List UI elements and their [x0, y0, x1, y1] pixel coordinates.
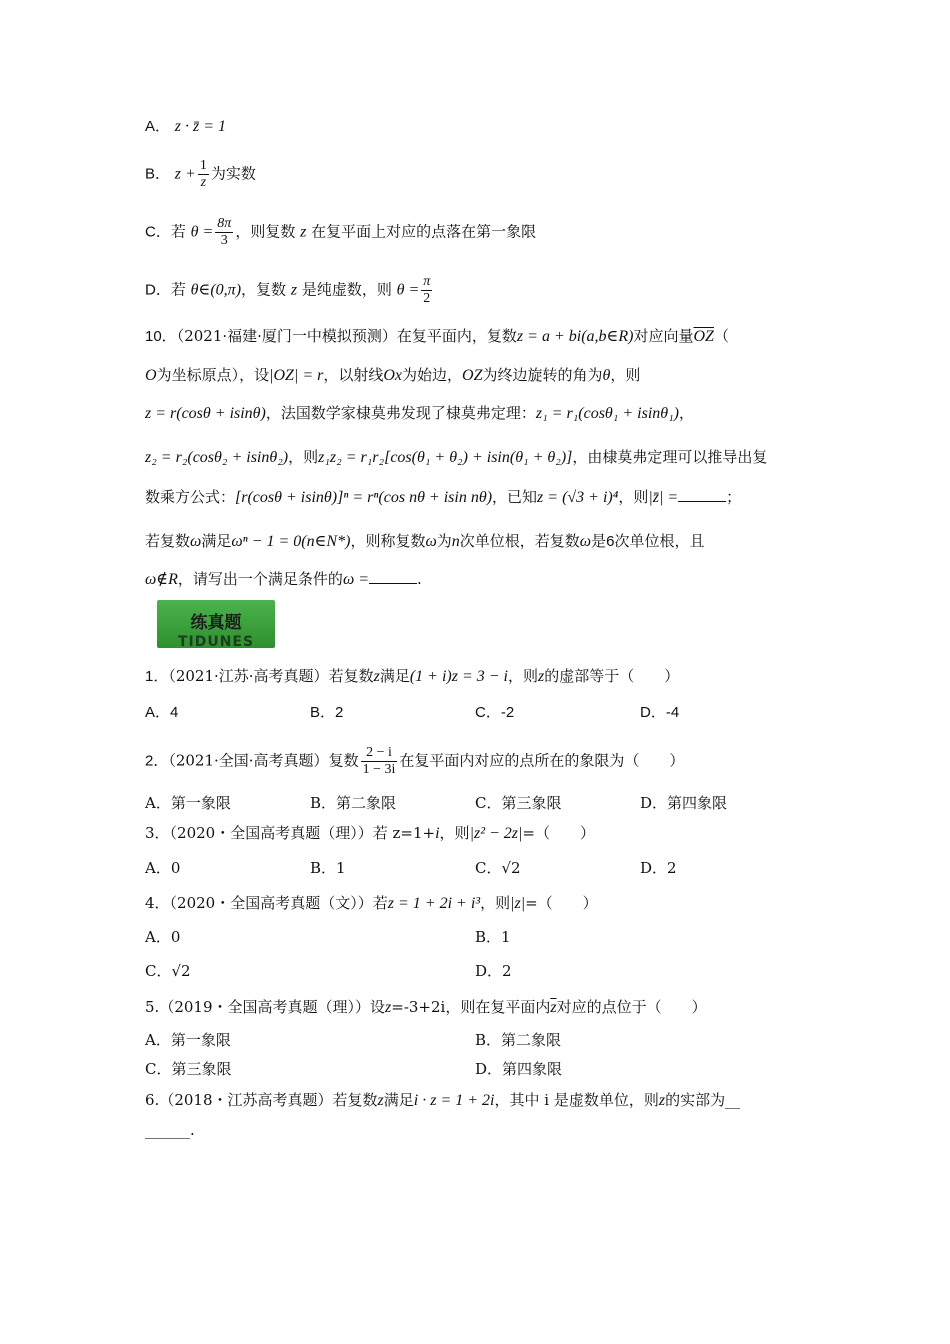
q1-option-b: B．2 [310, 704, 344, 721]
question-10-line-6: 若复数ω满足ωⁿ − 1 = 0(n∈N*)，则称复数ω为n次单位根，若复数ω是6次单位根，且 [145, 532, 705, 550]
question-10-line-4: z₂ = r₂(cosθ₂ + isinθ₂)，则z₁z₂ = r₁r₂[cos(θ₁ + θ₂) + isin(θ₁ + θ₂)]，由棣莫弗定理可以推导出复 [145, 448, 768, 466]
q2-option-d: D．第四象限 [640, 794, 728, 812]
banner-subtitle: TIDUNES [177, 634, 255, 648]
q3-option-d: D．2 [640, 859, 677, 877]
option-d: D．若 θ∈(0,π)，复数 z 是纯虚数，则 θ = $\frac{\pi}{2}$ [145, 274, 431, 306]
option-c-theta: θ = [190, 223, 214, 241]
fraction-q2: $\frac{2 - i}{1 - 3i}$ [362, 745, 396, 777]
q4-option-d: D．2 [475, 962, 512, 980]
q1-option-a: A．4 [145, 704, 179, 721]
question-3: 3．（2020・全国高考真题（理））若 z=1+i，则|z² − 2z|=（ ） [145, 824, 595, 842]
q3-option-b: B．1 [310, 859, 346, 877]
q5-option-c: C．第三象限 [145, 1060, 232, 1078]
answer-blank-2[interactable] [369, 569, 417, 584]
fraction-8pi-over-3: $\frac{8\pi}{3}$ [217, 216, 232, 248]
banner-title: 练真题 [190, 613, 242, 633]
q4-option-b: B．1 [475, 928, 511, 946]
question-10-line-1: 10．（2021·福建·厦门一中模拟预测）在复平面内，复数z = a + bi(a,b∈R)对应向量$\overline{OZ}$（ [145, 327, 729, 345]
q3-option-c: C．√2 [475, 859, 521, 877]
q2-option-a: A．第一象限 [145, 794, 231, 812]
fraction-pi-over-2: $\frac{\pi}{2}$ [423, 274, 431, 306]
q2-option-c: C．第三象限 [475, 794, 562, 812]
section-banner [157, 600, 275, 648]
q3-option-a: A．0 [145, 859, 181, 877]
option-c: C．若 θ = $\frac{8\pi}{3}$ ，则复数 z 在复平面上对应的点落在第一象限 [145, 216, 537, 248]
q1-option-d: D．-4 [640, 704, 680, 721]
option-a: A． z · z̄ = 1 [145, 118, 227, 135]
question-6: 6.（2018・江苏高考真题）若复数z满足i · z = 1 + 2i，其中 i 是虚数单位，则z的实部为__ [145, 1091, 741, 1109]
question-1: 1．（2021·江苏·高考真题）若复数z满足(1 + i)z = 3 − i，则z的虚部等于（ ） [145, 667, 680, 685]
question-2: 2．（2021·全国·高考真题）复数 $\frac{2 - i}{1 - 3i}$ 在复平面内对应的点所在的象限为（ ） [145, 745, 685, 777]
question-10-line-2: O为坐标原点），设|OZ| = r，以射线Ox为始边，OZ为终边旋转的角为θ，则 [145, 366, 641, 384]
answer-blank-1[interactable] [678, 487, 726, 502]
question-4: 4．（2020・全国高考真题（文））若z = 1 + 2i + i³，则|z|=（ ） [145, 894, 598, 912]
q4-option-a: A．0 [145, 928, 181, 946]
q5-option-b: B．第二象限 [475, 1031, 562, 1049]
q5-option-a: A．第一象限 [145, 1031, 231, 1049]
question-10-line-5: 数乘方公式：[r(cosθ + isinθ)]ⁿ = rⁿ(cos nθ + isin nθ)，已知z = (√3 + i)⁴，则|z̄| = ； [145, 488, 742, 506]
question-10-line-7: ω∉R，请写出一个满足条件的ω = . [145, 570, 422, 588]
question-6-line-2: ______. [145, 1121, 195, 1139]
question-10-line-3: z = r(cosθ + isinθ)，法国数学家棣莫弗发现了棣莫弗定理：z₁ = r₁(cosθ₁ + isinθ₁)， [145, 404, 695, 422]
q4-option-c: C．√2 [145, 962, 191, 980]
q2-option-b: B．第二象限 [310, 794, 397, 812]
fraction-1-over-z: $\frac{1}{z}$ [199, 158, 207, 190]
q1-option-c: C．-2 [475, 704, 515, 721]
q5-option-d: D．第四象限 [475, 1060, 563, 1078]
option-a-math: z · z̄ = 1 [174, 118, 227, 135]
question-5: 5.（2019・全国高考真题（理））设z=-3+2i，则在复平面内$\overline{z}$对应的点位于（ ） [145, 998, 707, 1016]
option-b-math: z + [174, 165, 196, 183]
option-b: B． z + $\frac{1}{z}$ 为实数 [145, 158, 256, 190]
